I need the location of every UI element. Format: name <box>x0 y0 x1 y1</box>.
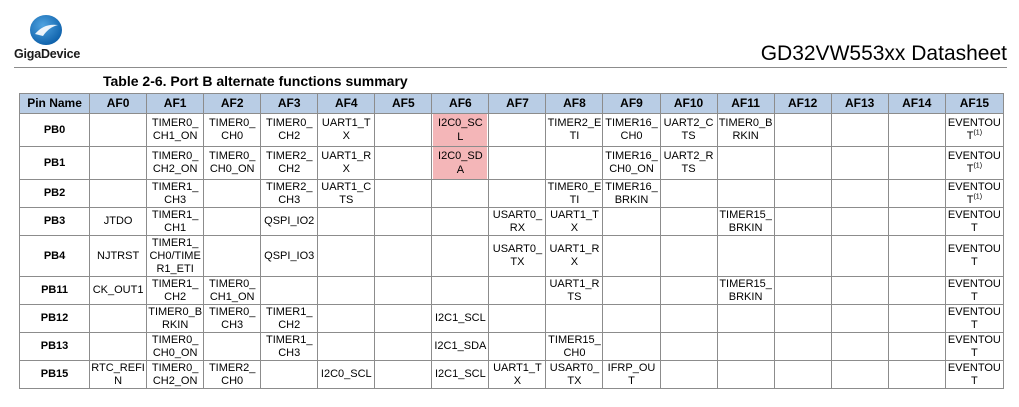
table-cell <box>603 208 660 236</box>
table-cell <box>90 361 147 389</box>
cell-text: TIMER1_CH2 <box>151 277 199 303</box>
pin-name-cell: PB11 <box>20 277 90 305</box>
cell-text: TIMER16_CH0 <box>605 117 658 142</box>
table-cell <box>375 333 432 361</box>
gigadevice-logo-icon <box>29 14 63 46</box>
cell-text: I2C0_SCL <box>320 368 372 380</box>
table-cell <box>717 361 774 389</box>
table-cell <box>375 147 432 180</box>
table-cell <box>489 361 546 389</box>
cell-text: TIMER0_BRKIN <box>148 305 203 331</box>
table-cell <box>432 236 489 277</box>
table-cell <box>261 236 318 277</box>
cell-text: IFRP_OUT <box>607 361 656 387</box>
cell-text: UART1_TX <box>550 208 599 234</box>
pin-name-cell: PB0 <box>20 114 90 147</box>
table-cell <box>261 147 318 180</box>
table-cell <box>204 180 261 208</box>
column-header: AF12 <box>774 94 831 114</box>
table-cell <box>945 361 1003 389</box>
table-cell <box>489 114 546 147</box>
table-cell <box>660 208 717 236</box>
table-cell <box>945 114 1003 147</box>
cell-text: TIMER16_BRKIN <box>605 180 658 206</box>
table-row <box>20 361 1004 389</box>
cell-text: I2C1_SDA <box>434 340 487 352</box>
pin-name-cell: PB3 <box>20 208 90 236</box>
table-cell <box>318 114 375 147</box>
table-cell <box>489 333 546 361</box>
table-cell <box>945 305 1003 333</box>
column-header: AF15 <box>945 94 1003 114</box>
cell-text: TIMER2_CH2 <box>265 150 313 175</box>
table-row <box>20 208 1004 236</box>
cell-text: JTDO <box>103 215 133 227</box>
table-cell <box>831 114 888 147</box>
table-cell <box>432 208 489 236</box>
table-cell <box>318 147 375 180</box>
cell-text: TIMER0_CH1_ON <box>151 117 199 142</box>
table-cell <box>660 305 717 333</box>
pin-name-cell: PB15 <box>20 361 90 389</box>
column-header: AF5 <box>375 94 432 114</box>
table-cell <box>261 208 318 236</box>
table-cell <box>660 361 717 389</box>
footnote-marker: (1) <box>973 129 983 137</box>
table-cell <box>945 147 1003 180</box>
table-cell <box>831 236 888 277</box>
table-cell <box>204 333 261 361</box>
cell-text: TIMER1_CH3 <box>151 180 199 206</box>
cell-text: USART0_TX <box>492 243 543 268</box>
table-cell <box>147 208 204 236</box>
column-header: AF13 <box>831 94 888 114</box>
table-row <box>20 114 1004 147</box>
cell-text: TIMER1_CH0/TIMER1_ETI <box>149 236 201 275</box>
table-cell <box>375 361 432 389</box>
column-header: AF8 <box>546 94 603 114</box>
table-cell <box>888 333 945 361</box>
table-header-row <box>20 94 1004 114</box>
cell-text: EVENTOUT <box>947 117 1001 142</box>
table-cell <box>432 333 489 361</box>
header-divider <box>14 67 1007 68</box>
table-cell <box>546 277 603 305</box>
table-cell <box>774 361 831 389</box>
column-header: AF2 <box>204 94 261 114</box>
table-cell <box>660 277 717 305</box>
table-cell <box>717 277 774 305</box>
cell-text: EVENTOUT <box>947 150 1001 175</box>
cell-text: I2C1_SCL <box>434 312 486 324</box>
highlighted-cell-text: I2C0_SCL <box>433 114 487 146</box>
table-cell <box>375 305 432 333</box>
table-cell <box>888 277 945 305</box>
table-cell <box>204 277 261 305</box>
cell-text: TIMER15_BRKIN <box>719 208 772 234</box>
table-cell <box>261 305 318 333</box>
table-cell <box>888 208 945 236</box>
cell-text: EVENTOUT <box>947 208 1001 234</box>
cell-text: UART1_TX <box>493 361 542 387</box>
table-cell <box>660 147 717 180</box>
cell-text: UART2_RTS <box>663 150 714 175</box>
column-header: AF3 <box>261 94 318 114</box>
cell-text: TIMER0_CH0_ON <box>208 150 256 175</box>
table-cell <box>717 180 774 208</box>
footnote-marker: (1) <box>973 192 983 200</box>
table-cell <box>261 361 318 389</box>
table-cell <box>147 361 204 389</box>
table-cell <box>489 305 546 333</box>
table-cell <box>489 147 546 180</box>
table-cell <box>717 147 774 180</box>
cell-text: EVENTOUT <box>947 333 1001 359</box>
table-cell <box>888 305 945 333</box>
pin-name-cell: PB2 <box>20 180 90 208</box>
table-cell <box>717 114 774 147</box>
table-cell <box>204 114 261 147</box>
cell-text: TIMER0_CH1_ON <box>208 277 256 303</box>
table-cell <box>660 114 717 147</box>
cell-text: TIMER0_CH2_ON <box>151 150 199 175</box>
column-header: AF11 <box>717 94 774 114</box>
table-cell <box>546 305 603 333</box>
column-header: AF6 <box>432 94 489 114</box>
table-cell <box>603 333 660 361</box>
cell-text: QSPI_IO3 <box>264 249 315 262</box>
table-cell <box>489 277 546 305</box>
table-cell <box>717 208 774 236</box>
table-cell <box>375 114 432 147</box>
table-cell <box>888 114 945 147</box>
table-cell <box>147 147 204 180</box>
table-cell <box>945 236 1003 277</box>
cell-text: NJTRST <box>97 249 140 262</box>
table-cell <box>774 236 831 277</box>
cell-text: TIMER2_CH0 <box>208 361 256 387</box>
cell-text: TIMER16_CH0_ON <box>605 150 658 175</box>
table-cell <box>147 114 204 147</box>
table-cell <box>204 361 261 389</box>
alternate-functions-table <box>19 93 1004 389</box>
table-cell <box>432 305 489 333</box>
column-header: AF4 <box>318 94 375 114</box>
table-cell <box>774 147 831 180</box>
table-cell <box>888 180 945 208</box>
table-cell <box>888 236 945 277</box>
table-cell <box>888 361 945 389</box>
table-cell <box>318 236 375 277</box>
table-cell <box>831 147 888 180</box>
table-cell <box>660 180 717 208</box>
table-cell <box>489 236 546 277</box>
table-cell <box>603 236 660 277</box>
table-cell <box>888 147 945 180</box>
table-cell <box>432 361 489 389</box>
cell-text: EVENTOUT <box>947 243 1001 268</box>
table-cell <box>147 236 204 277</box>
cell-text: TIMER2_ETI <box>547 117 602 142</box>
cell-text: UART1_CTS <box>321 180 372 206</box>
cell-text: RTC_REFIN <box>91 361 145 387</box>
table-cell <box>774 208 831 236</box>
table-cell <box>90 333 147 361</box>
table-cell <box>90 208 147 236</box>
table-cell <box>489 208 546 236</box>
cell-text: CK_OUT1 <box>92 284 144 296</box>
table-cell <box>603 114 660 147</box>
document-title: GD32VW553xx Datasheet <box>760 42 1007 65</box>
cell-text: EVENTOUT <box>947 361 1001 387</box>
table-cell <box>432 147 489 180</box>
table-cell <box>375 180 432 208</box>
table-cell <box>774 333 831 361</box>
table-cell <box>318 305 375 333</box>
table-cell <box>261 114 318 147</box>
table-cell <box>774 305 831 333</box>
table-cell <box>147 180 204 208</box>
cell-text: I2C1_SCL <box>434 368 486 380</box>
cell-text: TIMER1_CH1 <box>151 208 199 234</box>
cell-text: TIMER0_CH2 <box>265 117 313 142</box>
table-cell <box>774 114 831 147</box>
cell-text: USART0_RX <box>492 208 543 234</box>
cell-text: UART1_RX <box>321 150 372 175</box>
cell-text: TIMER0_BRKIN <box>718 117 773 142</box>
cell-text: TIMER0_ETI <box>547 180 602 206</box>
table-cell <box>147 305 204 333</box>
table-cell <box>261 333 318 361</box>
gigadevice-logo <box>14 14 80 64</box>
table-cell <box>603 277 660 305</box>
cell-text: TIMER0_CH0_ON <box>151 333 199 359</box>
table-cell <box>831 361 888 389</box>
cell-text: QSPI_IO2 <box>264 215 315 227</box>
table-row <box>20 333 1004 361</box>
table-cell <box>546 180 603 208</box>
table-cell <box>204 236 261 277</box>
cell-text: TIMER0_CH2_ON <box>151 361 199 387</box>
cell-text: EVENTOUT <box>947 277 1001 303</box>
column-header: AF7 <box>489 94 546 114</box>
pin-name-cell: PB13 <box>20 333 90 361</box>
table-cell <box>660 333 717 361</box>
table-cell <box>375 208 432 236</box>
table-row <box>20 180 1004 208</box>
table-cell <box>774 277 831 305</box>
table-cell <box>831 208 888 236</box>
table-row <box>20 277 1004 305</box>
table-cell <box>831 277 888 305</box>
cell-text: TIMER1_CH3 <box>265 333 313 359</box>
table-cell <box>318 180 375 208</box>
table-cell <box>546 333 603 361</box>
table-cell <box>945 333 1003 361</box>
table-cell <box>831 180 888 208</box>
cell-text: USART0_TX <box>549 361 600 387</box>
table-cell <box>546 361 603 389</box>
table-cell <box>432 114 489 147</box>
table-cell <box>945 180 1003 208</box>
table-cell <box>831 333 888 361</box>
table-cell <box>375 277 432 305</box>
table-row <box>20 147 1004 180</box>
footnote-marker: (1) <box>973 162 983 170</box>
logo-text: GigaDevice <box>14 47 81 61</box>
table-cell <box>204 147 261 180</box>
table-cell <box>774 180 831 208</box>
table-row <box>20 236 1004 277</box>
table-cell <box>831 305 888 333</box>
cell-text: UART1_TX <box>321 117 371 142</box>
table-cell <box>945 208 1003 236</box>
table-cell <box>717 333 774 361</box>
highlighted-cell-text: I2C0_SDA <box>433 147 487 179</box>
cell-text: TIMER2_CH3 <box>265 180 313 206</box>
cell-text: TIMER1_CH2 <box>265 305 313 331</box>
table-cell <box>261 180 318 208</box>
table-cell <box>546 236 603 277</box>
table-cell <box>489 180 546 208</box>
column-header: AF1 <box>147 94 204 114</box>
table-row <box>20 305 1004 333</box>
column-header: AF0 <box>90 94 147 114</box>
column-header: AF14 <box>888 94 945 114</box>
table-cell <box>147 333 204 361</box>
table-cell <box>603 361 660 389</box>
cell-text: UART2_CTS <box>663 117 714 142</box>
pin-name-cell: PB4 <box>20 236 90 277</box>
table-cell <box>90 277 147 305</box>
pin-name-cell: PB1 <box>20 147 90 180</box>
table-cell <box>603 180 660 208</box>
table-cell <box>204 305 261 333</box>
cell-text: TIMER15_BRKIN <box>719 277 772 303</box>
table-cell <box>603 305 660 333</box>
table-cell <box>90 305 147 333</box>
cell-text: TIMER0_CH3 <box>208 305 256 331</box>
table-cell <box>546 208 603 236</box>
table-cell <box>90 180 147 208</box>
table-cell <box>660 236 717 277</box>
table-cell <box>546 114 603 147</box>
cell-text: EVENTOUT <box>947 180 1001 206</box>
table-cell <box>318 361 375 389</box>
table-cell <box>717 305 774 333</box>
table-cell <box>717 236 774 277</box>
column-header: AF10 <box>660 94 717 114</box>
table-cell <box>90 236 147 277</box>
table-cell <box>375 236 432 277</box>
table-cell <box>261 277 318 305</box>
cell-text: TIMER15_CH0 <box>548 333 601 359</box>
column-header: Pin Name <box>20 94 90 114</box>
pin-name-cell: PB12 <box>20 305 90 333</box>
table-cell <box>432 277 489 305</box>
cell-text: TIMER0_CH0 <box>208 117 256 142</box>
cell-text: EVENTOUT <box>947 305 1001 331</box>
table-cell <box>204 208 261 236</box>
cell-text: UART1_RX <box>549 243 600 268</box>
table-cell <box>318 208 375 236</box>
table-cell <box>318 277 375 305</box>
table-cell <box>318 333 375 361</box>
table-cell <box>147 277 204 305</box>
table-cell <box>90 114 147 147</box>
table-caption: Table 2-6. Port B alternate functions summary <box>103 73 408 89</box>
table-cell <box>90 147 147 180</box>
table-cell <box>546 147 603 180</box>
cell-text: UART1_RTS <box>549 277 600 303</box>
column-header: AF9 <box>603 94 660 114</box>
table-cell <box>432 180 489 208</box>
table-cell <box>603 147 660 180</box>
table-cell <box>945 277 1003 305</box>
